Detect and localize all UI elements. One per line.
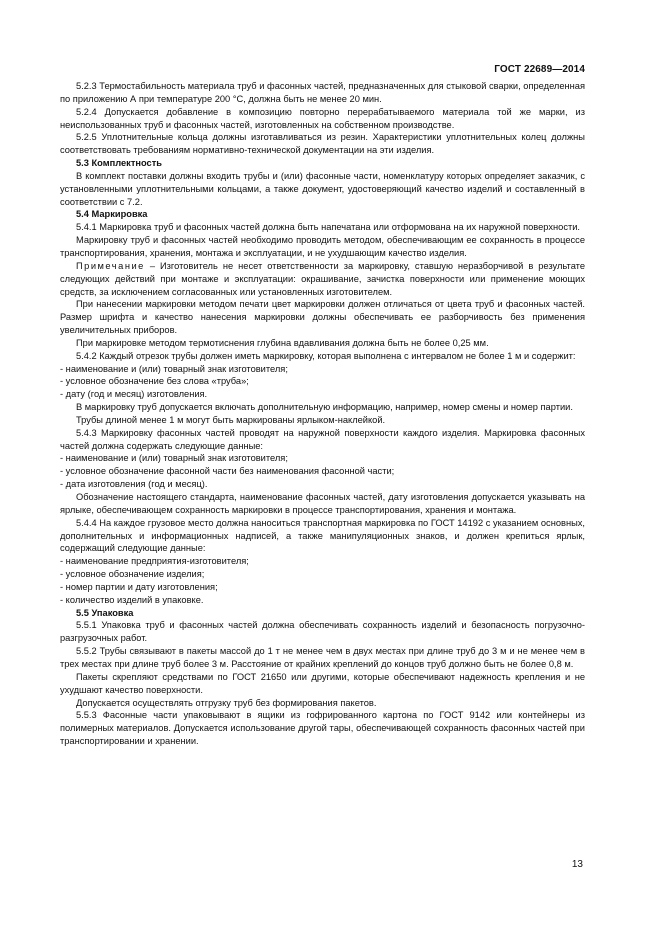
note-label: Примечание — [76, 260, 145, 271]
list-item: - наименование предприятия-изготовителя; — [60, 556, 249, 567]
list-item: - дату (год и месяц) изготовления. — [60, 389, 208, 400]
list-item: - номер партии и дату изготовления; — [60, 581, 218, 592]
list-item: - условное обозначение изделия; — [60, 569, 205, 580]
paragraph-5-5-2-shipping: Допускается осуществлять отгрузку труб без формирования пакетов. — [76, 697, 377, 708]
paragraph-emboss-depth: При маркировке методом термотиснения глубина вдавливания должна быть не более 0,25 мм. — [76, 337, 489, 348]
list-item: - условное обозначение без слова «труба»; — [60, 376, 249, 387]
paragraph-5-3: В комплект поставки должны входить трубы и (или) фасонные части, номенклатуру которых определяет заказчик, с установленными уплотнительными кольцами, а также документ, удостоверяющий качество изделий и составленный в соответствии с 7.2. — [60, 170, 585, 207]
paragraph-5-5-1: 5.5.1 Упаковка труб и фасонных частей должна обеспечивать сохранность изделий и безопасность погрузочно-разгрузочных работ. — [60, 620, 585, 644]
paragraph-5-4-2: 5.4.2 Каждый отрезок трубы должен иметь маркировку, которая выполнена с интервалом не более 1 м и содержит: — [76, 350, 576, 361]
paragraph-5-4-1-method: Маркировку труб и фасонных частей необходимо проводить методом, обеспечивающим ее сохранность в процессе транспортирования, хранения, монтажа и эксплуатации, и не ухудшающим качество изделия. — [60, 235, 585, 258]
paragraph-5-4-3: 5.4.3 Маркировку фасонных частей проводят на наружной поверхности каждого изделия. Маркировка фасонных частей должна содержать следующие данные: — [60, 427, 585, 451]
paragraph-5-5-2-fastening: Пакеты скрепляют средствами по ГОСТ 21650 или другими, которые обеспечивают надежность крепления и не ухудшают качество поверхности. — [60, 671, 585, 695]
list-item: - количество изделий в упаковке. — [60, 594, 204, 605]
note-text: – Изготовитель не несет ответственности за маркировку, ставшую неразборчивой в результате следующих действий при монтаже и эксплуатации: окрашивание, зачистка поверхности или применение моющих средств, за исключением согласованных или установленных изготовителем. — [60, 260, 585, 297]
paragraph-5-2-3: 5.2.3 Термостабильность материала труб и фасонных частей, предназначенных для стыковой сварки, определенная по приложению А при температуре 200 °С, должна быть не менее 20 мин. — [60, 81, 585, 104]
page-number: 13 — [571, 859, 583, 870]
paragraph-5-4-2-extra: В маркировку труб допускается включать дополнительную информацию, например, номер смены и номер партии. — [76, 402, 573, 413]
document-header: ГОСТ 22689—2014 — [494, 64, 585, 75]
list-item: - дата изготовления (год и месяц). — [60, 479, 208, 490]
paragraph-5-4-1: 5.4.1 Маркировка труб и фасонных частей должна быть напечатана или отформована на их наружной поверхности. — [76, 222, 581, 233]
list-item: - наименование и (или) товарный знак изготовителя; — [60, 363, 288, 374]
section-heading-5-5: 5.5 Упаковка — [76, 607, 134, 618]
paragraph-print-color: При нанесении маркировки методом печати цвет маркировки должен отличаться от цвета труб и фасонных частей. Размер шрифта и качество нанесения маркировки должны обеспечивать ее разборчивость без применения увеличительных приборов. — [60, 299, 585, 336]
paragraph-5-5-3: 5.5.3 Фасонные части упаковывают в ящики из гофрированного картона по ГОСТ 9142 или контейнеры из полимерных материалов. Допускается использование другой тары, обеспечивающей сохранность фасонных частей при транспортировании и хранении. — [60, 710, 585, 747]
document-body — [60, 80, 585, 748]
list-item: - наименование и (или) товарный знак изготовителя; — [60, 453, 288, 464]
paragraph-5-2-4: 5.2.4 Допускается добавление в композицию повторно перерабатываемого материала той же марки, из неиспользованных труб и фасонных частей, изготовленных на собственном производстве. — [60, 106, 585, 130]
paragraph-5-2-5: 5.2.5 Уплотнительные кольца должны изготавливаться из резин. Характеристики уплотнительных колец должны соответствовать требованиям нормативно-технической документации на эти изделия. — [60, 132, 585, 156]
section-heading-5-3: 5.3 Комплектность — [76, 158, 163, 169]
section-heading-5-4: 5.4 Маркировка — [76, 209, 148, 220]
paragraph-5-5-2: 5.5.2 Трубы связывают в пакеты массой до 1 т не менее чем в двух местах при длине труб до 3 м и не менее чем в трех местах при длине труб более 3 м. Расстояние от крайних креплений до концов труб должно быть не более 0,8 м. — [60, 646, 585, 669]
list-item: - условное обозначение фасонной части без наименования фасонной части; — [60, 466, 395, 477]
paragraph-5-4-2-label: Трубы длиной менее 1 м могут быть маркированы ярлыком-наклейкой. — [76, 414, 386, 425]
paragraph-5-4-3-label: Обозначение настоящего стандарта, наименование фасонных частей, дату изготовления допускается указывать на ярлыке, обеспечивающем сохранность маркировки в процессе транспортирования, хранения и монтажа. — [60, 492, 585, 515]
note — [60, 260, 585, 299]
paragraph-5-4-4: 5.4.4 На каждое грузовое место должна наноситься транспортная маркировка по ГОСТ 14192 с указанием основных, дополнительных и информационных надписей, а также манипуляционных знаков, и должен крепиться ярлык, содержащий следующие данные: — [60, 517, 585, 554]
